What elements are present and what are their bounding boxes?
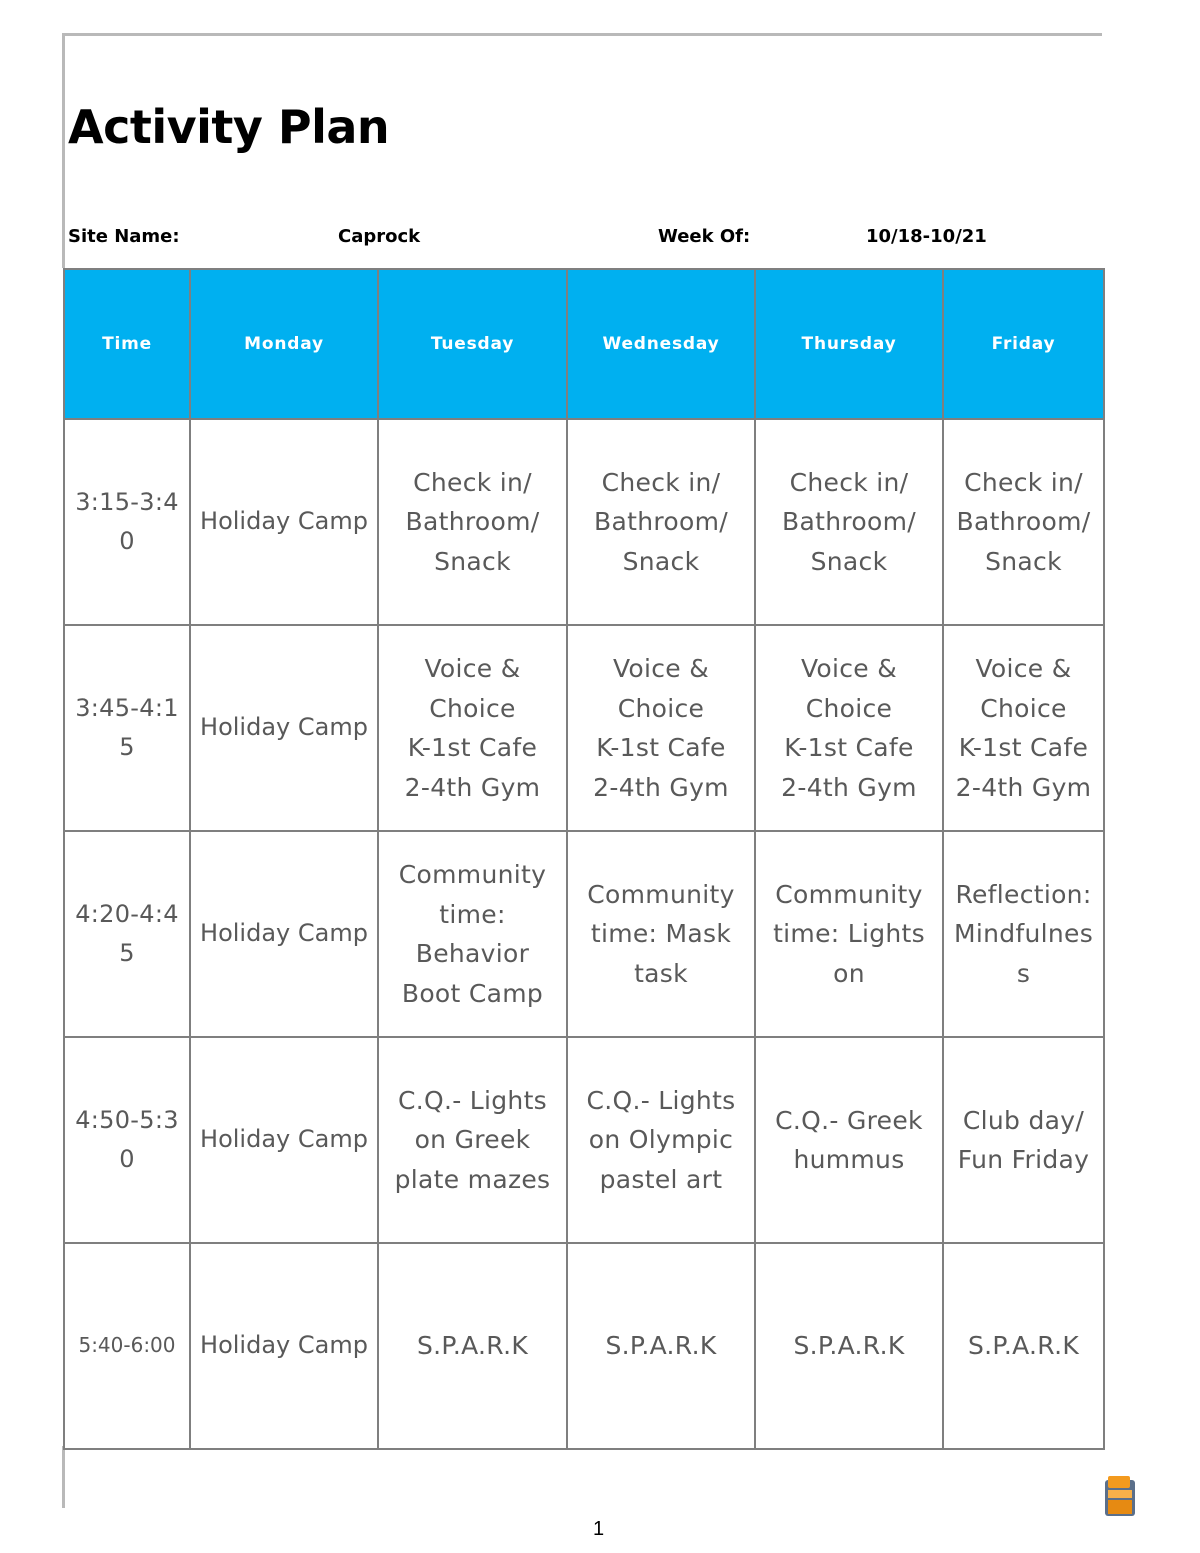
cell-line: Holiday Camp xyxy=(200,507,368,536)
cell-line: on xyxy=(833,958,865,988)
cell-line: Check in/ xyxy=(413,467,532,497)
cell-line: time: Lights xyxy=(773,919,925,949)
site-name-label: Site Name: xyxy=(68,226,180,247)
tuesday-cell xyxy=(378,1243,567,1449)
cell-line: 5 xyxy=(119,939,135,967)
page-title: Activity Plan xyxy=(68,100,390,154)
header-tuesday: Tuesday xyxy=(378,269,567,419)
left-margin-rule-bottom xyxy=(62,1446,65,1508)
cell-line: Choice xyxy=(617,693,705,723)
cell-line: S.P.A.R.K xyxy=(416,1331,529,1361)
cell-line: Community xyxy=(775,879,923,909)
cell-line: s xyxy=(1016,958,1031,988)
cell-line: Snack xyxy=(434,546,511,576)
tuesday-cell xyxy=(378,625,567,831)
cell-line: Choice xyxy=(980,693,1067,723)
table-row xyxy=(64,625,1104,831)
cell-line: Voice & xyxy=(424,654,521,683)
top-rule xyxy=(62,33,1102,36)
cell-line: Holiday Camp xyxy=(200,1125,368,1154)
cell-line: Bathroom/ xyxy=(405,507,540,537)
cell-line: Choice xyxy=(805,693,893,723)
cell-line: task xyxy=(634,958,688,988)
cell-line: Snack xyxy=(810,546,888,576)
cell-line: hummus xyxy=(793,1145,905,1174)
cell-line: K-1st Cafe xyxy=(596,733,726,762)
monday-cell xyxy=(190,625,378,831)
cell-line: plate mazes xyxy=(394,1164,551,1194)
cell-line: Voice & xyxy=(800,654,898,683)
thursday-cell xyxy=(755,831,943,1037)
monday-cell xyxy=(190,1243,378,1449)
cell-line: Behavior xyxy=(415,939,530,968)
cell-line: Club day/ xyxy=(962,1105,1085,1135)
cell-line: time: Mask xyxy=(590,919,732,949)
cell-line: Check in/ xyxy=(964,467,1083,497)
cell-line: 2-4th Gym xyxy=(404,772,541,802)
cell-line: 2-4th Gym xyxy=(955,772,1092,802)
page-number: 1 xyxy=(593,1518,605,1540)
cell-line: S.P.A.R.K xyxy=(967,1331,1080,1361)
cell-line: 2-4th Gym xyxy=(781,772,917,802)
header-friday: Friday xyxy=(943,269,1104,419)
cell-line: on Olympic xyxy=(588,1125,734,1155)
week-of-value: 10/18-10/21 xyxy=(866,226,987,247)
header-row xyxy=(64,269,1104,419)
tuesday-cell xyxy=(378,1037,567,1243)
cell-line: C.Q.- Lights xyxy=(586,1085,736,1115)
header-monday: Monday xyxy=(190,269,378,419)
cell-line: 5:40-6:00 xyxy=(78,1333,176,1358)
time-cell xyxy=(64,831,190,1037)
cell-line: time: xyxy=(439,899,506,929)
wednesday-cell xyxy=(567,625,755,831)
cell-line: K-1st Cafe xyxy=(407,733,538,762)
site-name-value: Caprock xyxy=(338,226,421,247)
cell-line: K-1st Cafe xyxy=(958,733,1089,762)
wednesday-cell xyxy=(567,1037,755,1243)
cell-line: Community xyxy=(587,879,735,909)
cell-line: Community xyxy=(398,860,547,889)
cell-line: Bathroom/ xyxy=(956,507,1091,537)
thursday-cell xyxy=(755,1037,943,1243)
activity-schedule-table xyxy=(63,268,1105,1450)
cell-line: pastel art xyxy=(599,1164,723,1194)
tuesday-cell xyxy=(378,419,567,625)
header-thursday: Thursday xyxy=(755,269,943,419)
time-cell xyxy=(64,625,190,831)
friday-cell xyxy=(943,625,1104,831)
wednesday-cell xyxy=(567,419,755,625)
week-of-label: Week Of: xyxy=(658,226,751,247)
cell-line: Holiday Camp xyxy=(200,1331,368,1360)
cell-line: 2-4th Gym xyxy=(593,772,729,802)
cell-line: S.P.A.R.K xyxy=(605,1331,717,1361)
thursday-cell xyxy=(755,1243,943,1449)
header-time: Time xyxy=(64,269,190,419)
friday-cell xyxy=(943,1037,1104,1243)
time-cell xyxy=(64,1243,190,1449)
time-cell xyxy=(64,419,190,625)
thursday-cell xyxy=(755,419,943,625)
monday-cell xyxy=(190,831,378,1037)
time-cell xyxy=(64,1037,190,1243)
cell-line: S.P.A.R.K xyxy=(793,1331,905,1361)
wednesday-cell xyxy=(567,831,755,1037)
cell-line: Fun Friday xyxy=(957,1145,1090,1174)
cell-line: 3:45-4:1 xyxy=(75,693,179,722)
cell-line: Voice & xyxy=(612,654,710,683)
cell-line: K-1st Cafe xyxy=(784,733,914,762)
friday-cell xyxy=(943,1243,1104,1449)
cell-line: Voice & xyxy=(975,654,1072,683)
cell-line: Check in/ xyxy=(789,467,909,497)
header-wednesday: Wednesday xyxy=(567,269,755,419)
cell-line: Bathroom/ xyxy=(594,507,728,537)
cell-line: Check in/ xyxy=(601,467,721,497)
friday-cell xyxy=(943,419,1104,625)
cell-line: C.Q.- Greek xyxy=(775,1105,923,1135)
cell-line: 0 xyxy=(119,527,135,555)
cell-line: 3:15-3:4 xyxy=(75,487,179,516)
monday-cell xyxy=(190,1037,378,1243)
table-row xyxy=(64,831,1104,1037)
cell-line: on Greek xyxy=(414,1125,531,1155)
cell-line: 4:20-4:4 xyxy=(75,899,179,928)
cell-line: Snack xyxy=(985,546,1062,576)
cell-line: C.Q.- Lights xyxy=(397,1085,547,1115)
table-row xyxy=(64,1037,1104,1243)
cell-line: 5 xyxy=(119,733,135,761)
folder-icon[interactable] xyxy=(1104,1474,1136,1518)
cell-line: Boot Camp xyxy=(401,978,544,1008)
cell-line: Choice xyxy=(429,693,516,723)
monday-cell xyxy=(190,419,378,625)
cell-line: 0 xyxy=(119,1145,135,1173)
table-row xyxy=(64,1243,1104,1449)
cell-line: Holiday Camp xyxy=(200,713,368,742)
tuesday-cell xyxy=(378,831,567,1037)
cell-line: Bathroom/ xyxy=(782,507,916,537)
left-margin-rule xyxy=(62,33,65,268)
cell-line: Holiday Camp xyxy=(200,919,368,948)
cell-line: Mindfulnes xyxy=(953,919,1094,949)
cell-line: Snack xyxy=(622,546,700,576)
table-row xyxy=(64,419,1104,625)
friday-cell xyxy=(943,831,1104,1037)
cell-line: Reflection: xyxy=(955,879,1092,909)
wednesday-cell xyxy=(567,1243,755,1449)
thursday-cell xyxy=(755,625,943,831)
cell-line: 4:50-5:3 xyxy=(75,1105,179,1134)
